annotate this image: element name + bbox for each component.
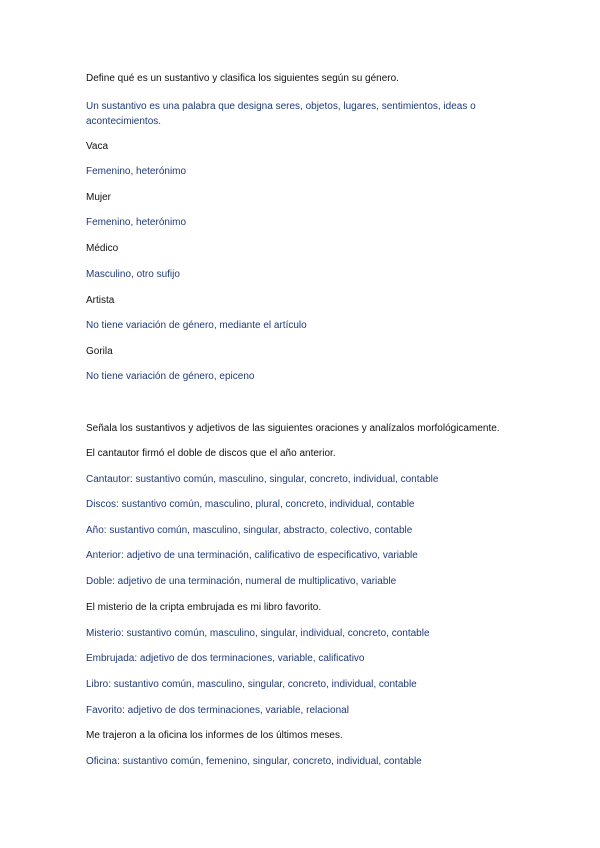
answer-vaca: Femenino, heterónimo: [86, 166, 187, 177]
analysis-discos: Discos: sustantivo común, masculino, plural, concreto, individual, contable: [86, 499, 415, 510]
analysis-oficina: Oficina: sustantivo común, femenino, singular, concreto, individual, contable: [86, 756, 422, 767]
analysis-misterio: Misterio: sustantivo común, masculino, singular, individual, concreto, contable: [86, 628, 430, 639]
sentence-1: El cantautor firmó el doble de discos que el año anterior.: [86, 448, 336, 459]
section1-instruction: Define qué es un sustantivo y clasifica los siguientes según su género.: [86, 73, 399, 84]
analysis-libro: Libro: sustantivo común, masculino, singular, concreto, individual, contable: [86, 679, 417, 690]
answer-mujer: Femenino, heterónimo: [86, 217, 187, 228]
word-mujer: Mujer: [86, 192, 112, 203]
answer-artista: No tiene variación de género, mediante el artículo: [86, 320, 307, 331]
analysis-cantautor: Cantautor: sustantivo común, masculino, singular, concreto, individual, contable: [86, 474, 439, 485]
answer-medico: Masculino, otro sufijo: [86, 269, 180, 280]
word-gorila: Gorila: [86, 346, 113, 357]
analysis-favorito: Favorito: adjetivo de dos terminaciones, variable, relacional: [86, 705, 349, 716]
sentence-3: Me trajeron a la oficina los informes de los últimos meses.: [86, 730, 343, 741]
analysis-ano: Año: sustantivo común, masculino, singular, abstracto, colectivo, contable: [86, 525, 413, 536]
word-medico: Médico: [86, 243, 119, 254]
analysis-doble: Doble: adjetivo de una terminación, numeral de multiplicativo, variable: [86, 576, 397, 587]
section2-instruction: Señala los sustantivos y adjetivos de las siguientes oraciones y analízalos morfológicamente.: [86, 423, 500, 434]
word-artista: Artista: [86, 295, 115, 306]
analysis-anterior: Anterior: adjetivo de una terminación, calificativo de especificativo, variable: [86, 550, 418, 561]
sentence-2: El misterio de la cripta embrujada es mi libro favorito.: [86, 602, 322, 613]
answer-gorila: No tiene variación de género, epiceno: [86, 371, 255, 382]
analysis-embrujada: Embrujada: adjetivo de dos terminaciones, variable, calificativo: [86, 653, 365, 664]
noun-definition: Un sustantivo es una palabra que designa seres, objetos, lugares, sentimientos, ideas o acontecimientos.: [86, 101, 476, 127]
word-vaca: Vaca: [86, 141, 109, 152]
